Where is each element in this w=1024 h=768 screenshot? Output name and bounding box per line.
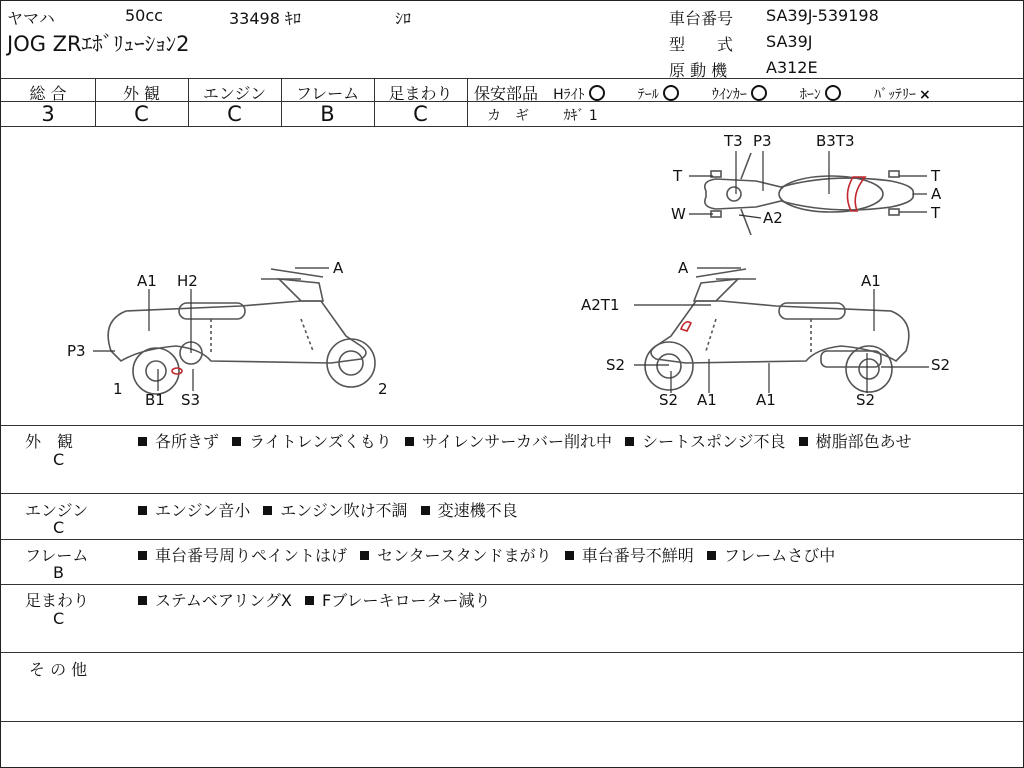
safety-label: 保安部品 [474,84,539,103]
ok-circle-icon [663,85,679,101]
frame-no: SA39J-539198 [766,6,879,25]
label-right-a1-center: A1 [756,391,776,409]
key-value: ｶｷﾞ 1 [563,108,598,124]
label-right-s2-bottom: S2 [659,391,679,409]
grade-value-frame: B [320,102,335,126]
list-item: ライトレンズくもり [249,432,392,451]
bullet-square-icon [138,437,147,446]
list-item: サイレンサーカバー削れ中 [421,432,613,451]
type-value: SA39J [766,32,813,51]
label-left-p3: P3 [67,342,86,360]
section-items [138,429,912,452]
ng-cross-icon: × [919,87,931,103]
section-items [138,543,835,566]
bullet-square-icon [421,506,430,515]
bullet-square-icon [625,437,634,446]
section-label: 外 観 [25,432,74,451]
label-top-t3: T3 [724,132,743,150]
safety-tail: ﾃｰﾙ [638,87,679,103]
safety-battery: ﾊﾞｯﾃﾘｰ × [874,87,931,103]
section-grade: C [53,450,65,469]
list-item: センタースタンドまがり [377,546,552,565]
key-label: カ ギ [487,108,529,124]
safety-winker: ｳｲﾝｶｰ [712,87,767,103]
list-item: 樹脂部色あせ [815,432,912,451]
grade-value-engine: C [227,102,242,126]
label-right-a: A [678,259,689,277]
ok-circle-icon [825,85,841,101]
safety-horn: ﾎｰﾝ [800,87,841,103]
label-left-h2: H2 [177,272,198,290]
grade-value-overall: 3 [41,102,55,126]
bullet-square-icon [232,437,241,446]
ok-circle-icon [589,85,605,101]
label-left-1: 1 [113,380,123,398]
label-left-s3: S3 [181,391,201,409]
mileage: 33498 ｷﾛ [229,9,302,28]
ok-circle-icon [751,85,767,101]
list-item: フレームさび中 [723,546,836,565]
label-top-b3t3: B3T3 [816,132,855,150]
grade-value-exterior: C [134,102,149,126]
label-top-p3: P3 [753,132,772,150]
list-item: エンジン音小 [155,501,251,520]
engine-label: 原 動 機 [669,61,728,80]
label-left-b1: B1 [145,391,165,409]
label-right-a1-mid: A1 [697,391,717,409]
label-left-a: A [333,259,344,277]
bullet-square-icon [565,551,574,560]
grade-label-engine: エンジン [202,84,267,103]
list-item: 車台番号不鮮明 [581,546,694,565]
section-items [138,498,518,521]
safety-headlight: Hﾗｲﾄ [553,87,605,103]
section-label: フレーム [25,546,89,565]
displacement: 50cc [125,6,163,25]
list-item: エンジン吹け不調 [280,501,408,520]
label-right-s2-left: S2 [606,356,626,374]
maker: ヤマハ [7,9,55,28]
section-grade: C [53,609,65,628]
section-grade: B [53,563,64,582]
label-top-t-left: T [673,167,683,185]
bullet-square-icon [138,596,147,605]
list-item: 車台番号周りペイントはげ [155,546,348,565]
grade-label-exterior: 外 観 [122,84,161,103]
label-top-w: W [671,205,686,223]
engine-value: A312E [766,58,818,77]
list-item: 変速機不良 [437,501,518,520]
section-grade: C [53,518,65,537]
grade-label-suspension: 足まわり [388,84,453,103]
bullet-square-icon [405,437,414,446]
label-top-t-right2: T [931,204,941,222]
bullet-square-icon [263,506,272,515]
bullet-square-icon [360,551,369,560]
grade-value-suspension: C [413,102,428,126]
label-top-t-right1: T [931,167,941,185]
key-row [487,105,598,125]
list-item: Fブレーキローター減り [321,591,491,610]
label-right-a1-top: A1 [861,272,881,290]
label-top-a: A [931,185,942,203]
bullet-square-icon [138,506,147,515]
label-left-2: 2 [378,380,388,398]
safety-parts-row [474,81,939,104]
section-label: エンジン [25,501,89,520]
list-item: 各所きず [155,432,220,451]
label-right-s2-right: S2 [931,356,951,374]
section-label: 足まわり [25,591,90,610]
bullet-square-icon [305,596,314,605]
label-top-a2: A2 [763,209,783,227]
model-name: JOG ZRｴﾎﾞﾘｭｰｼｮﾝ2 [7,32,190,56]
body-color: ｼﾛ [395,9,412,28]
damage-diagram [1,127,1023,425]
frame-no-label: 車台番号 [669,9,734,28]
list-item: シートスポンジ不良 [642,432,786,451]
list-item: ステムベアリングX [155,591,292,610]
label-right-a2t1: A2T1 [581,296,620,314]
bullet-square-icon [799,437,808,446]
section-label: そ の 他 [29,660,88,679]
bullet-square-icon [138,551,147,560]
section-items [138,588,491,611]
label-left-a1: A1 [137,272,157,290]
grade-label-overall: 総 合 [29,84,67,103]
bullet-square-icon [707,551,716,560]
grade-label-frame: フレーム [295,84,360,103]
label-right-s2-rear: S2 [856,391,876,409]
type-label: 型 式 [669,35,734,54]
